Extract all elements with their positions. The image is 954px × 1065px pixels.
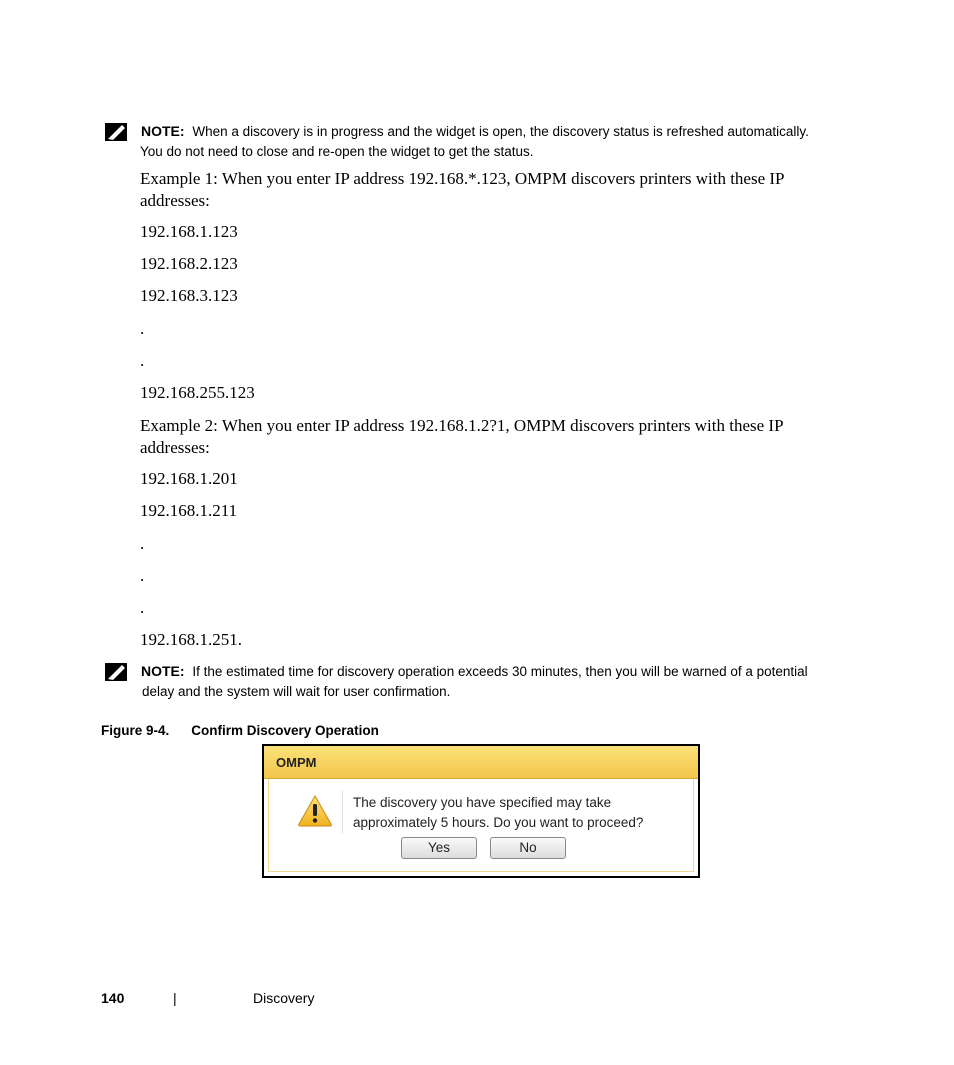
- example-2-ellipsis-dot: .: [140, 598, 145, 617]
- pencil-note-icon: [105, 123, 127, 141]
- example-2-address: 192.168.1.251.: [140, 630, 242, 649]
- note-label: NOTE:: [141, 123, 185, 139]
- note-text-line2: delay and the system will wait for user confirmation.: [142, 684, 451, 699]
- footer-section: Discovery: [253, 990, 315, 1006]
- figure-number: Figure 9-4.: [101, 723, 170, 738]
- note-text-line1: If the estimated time for discovery operation exceeds 30 minutes, then you will be warned of a potential: [192, 664, 808, 679]
- figure-title: Confirm Discovery Operation: [191, 723, 379, 738]
- example-2-ellipsis-dot: .: [140, 566, 145, 585]
- dialog-body: [268, 779, 694, 872]
- example-2-ellipsis-dot: .: [140, 534, 145, 553]
- example-1-intro: Example 1: When you enter IP address 192.168.*.123, OMPM discovers printers with these IP addresses:: [140, 169, 784, 210]
- dialog-message: [353, 793, 693, 833]
- dialog-titlebar: [264, 746, 698, 779]
- dialog-message-line2: approximately 5 hours. Do you want to proceed?: [353, 815, 644, 830]
- dialog-title: OMPM: [276, 755, 317, 770]
- note-text-line2: You do not need to close and re-open the widget to get the status.: [140, 144, 534, 159]
- note-text-line1: When a discovery is in progress and the widget is open, the discovery status is refreshed automatically.: [192, 124, 809, 139]
- example-1-address: 192.168.255.123: [140, 383, 255, 402]
- example-1-address: 192.168.3.123: [140, 286, 238, 305]
- note-2: [105, 661, 865, 702]
- note-1: [105, 121, 865, 162]
- footer-separator: |: [173, 990, 177, 1006]
- note-label: NOTE:: [141, 663, 185, 679]
- figure-caption: [101, 723, 379, 738]
- pencil-note-icon: [105, 663, 127, 681]
- yes-button[interactable]: Yes: [401, 837, 477, 859]
- example-1-address: 192.168.1.123: [140, 222, 238, 241]
- confirm-dialog: [262, 744, 700, 878]
- example-2-address: 192.168.1.201: [140, 469, 238, 488]
- example-2-address: 192.168.1.211: [140, 501, 238, 520]
- example-1-ellipsis-dot: .: [140, 351, 145, 370]
- no-button[interactable]: No: [490, 837, 566, 859]
- warning-icon: [297, 794, 333, 828]
- example-1-address: 192.168.2.123: [140, 254, 238, 273]
- dialog-message-line1: The discovery you have specified may take: [353, 795, 612, 810]
- example-2-intro: Example 2: When you enter IP address 192.168.1.2?1, OMPM discovers printers with these IP addresses:: [140, 416, 783, 457]
- dialog-divider: [342, 791, 343, 833]
- page-number: 140: [101, 990, 125, 1006]
- example-1-ellipsis-dot: .: [140, 319, 145, 338]
